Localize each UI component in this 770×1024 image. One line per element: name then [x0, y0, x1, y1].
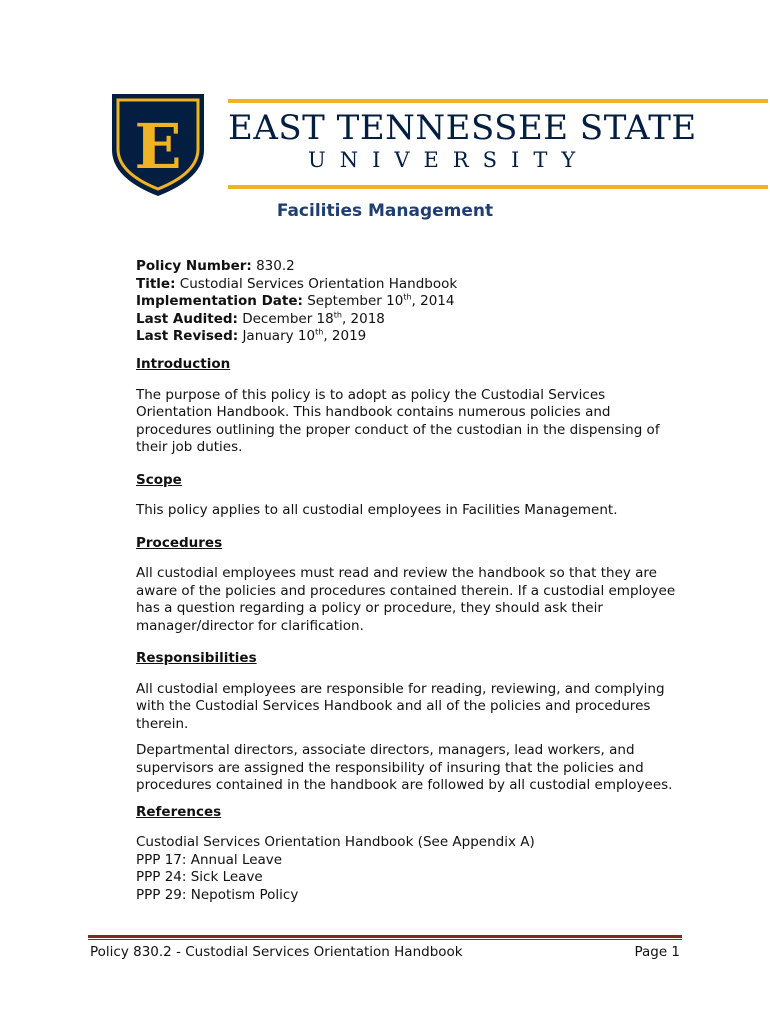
department-title: Facilities Management	[276, 201, 494, 221]
introduction-heading: Introduction	[136, 356, 231, 372]
last-audited-row	[136, 311, 457, 329]
logo-bottom-rule	[228, 185, 768, 189]
footer-rule-thin	[88, 939, 682, 940]
university-name-line2: UNIVERSITY	[308, 148, 590, 172]
policy-metadata	[136, 258, 457, 346]
references-list	[136, 834, 681, 904]
etsu-shield-icon	[110, 92, 206, 198]
procedures-text: All custodial employees must read and review the handbook so that they are aware of the policies and procedures contained therein. If a custodial employee has a question regarding a policy or procedure, they should ask their manager/director for clarification.	[136, 565, 676, 634]
last-revised-value: January 10th, 2019	[242, 327, 367, 344]
footer-page-number: Page 1	[634, 944, 680, 960]
university-logo	[110, 92, 697, 200]
reference-item: PPP 29: Nepotism Policy	[136, 886, 299, 903]
title-row	[136, 276, 457, 294]
title-label: Title:	[136, 275, 176, 292]
last-revised-label: Last Revised:	[136, 328, 239, 344]
implementation-date-value: September 10th, 2014	[307, 292, 455, 309]
logo-letter: E	[134, 110, 182, 183]
implementation-date-label: Implementation Date:	[136, 293, 303, 309]
introduction-text: The purpose of this policy is to adopt as policy the Custodial Services Orientation Handbook. This handbook contains numerous policies and procedures outlining the proper conduct of the custodian in the dispensing of their job duties.	[136, 386, 660, 455]
footer-rule-thick	[88, 935, 682, 938]
reference-item: PPP 24: Sick Leave	[136, 869, 263, 885]
title-value: Custodial Services Orientation Handbook	[179, 275, 458, 292]
responsibilities-text-1: All custodial employees are responsible for reading, reviewing, and complying with the Custodial Services Handbook and all of the policies and procedures therein.	[136, 680, 665, 732]
reference-item: Custodial Services Orientation Handbook (See Appendix A)	[136, 834, 535, 850]
last-audited-label: Last Audited:	[136, 310, 238, 327]
scope-text: This policy applies to all custodial employees in Facilities Management.	[136, 502, 618, 518]
reference-item: PPP 17: Annual Leave	[136, 851, 283, 868]
policy-number-value: 830.2	[256, 258, 295, 274]
last-audited-value: December 18th, 2018	[242, 310, 385, 327]
university-name-line1: EAST TENNESSEE STATE	[228, 108, 697, 148]
policy-body	[136, 356, 681, 904]
implementation-date-row	[136, 293, 457, 311]
logo-top-rule	[228, 99, 768, 103]
last-revised-row	[136, 328, 457, 346]
footer-policy-title: Policy 830.2 - Custodial Services Orientation Handbook	[90, 944, 463, 960]
procedures-heading: Procedures	[136, 534, 223, 551]
policy-number-label: Policy Number:	[136, 258, 252, 274]
responsibilities-heading: Responsibilities	[136, 650, 257, 666]
references-heading: References	[136, 803, 222, 820]
responsibilities-text-2: Departmental directors, associate directors, managers, lead workers, and supervisors are assigned the responsibility of insuring that the policies and procedures contained in the handbook are followed by all custodial employees.	[136, 742, 673, 793]
scope-heading: Scope	[136, 471, 182, 488]
policy-number-row	[136, 258, 457, 276]
